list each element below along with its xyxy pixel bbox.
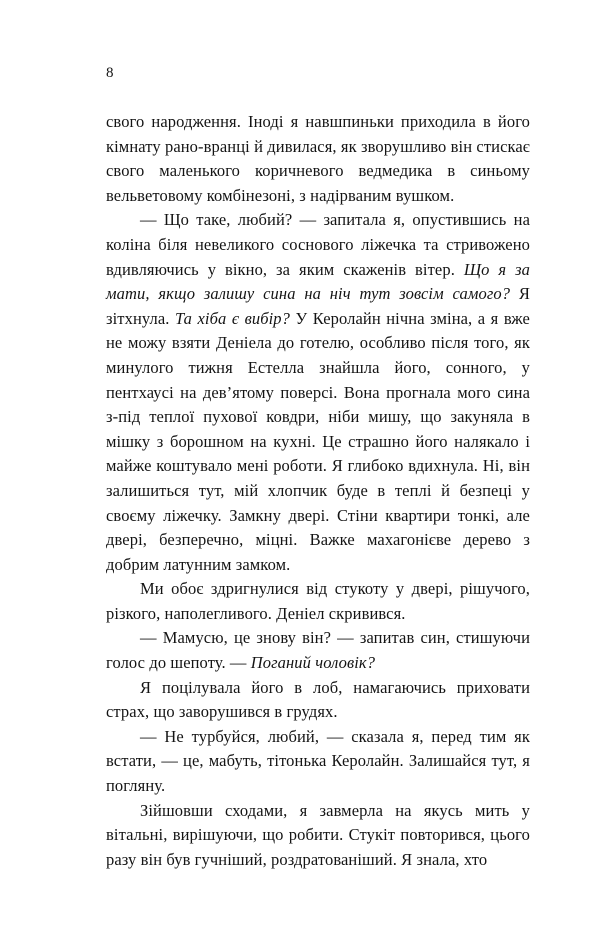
italic-text-segment: Та хіба є вибір? xyxy=(174,308,291,328)
text-segment: свого народження. Іноді я навшпиньки приходила в його кімнату рано-вранці й дивилася, як зворушливо він стискає свого маленького коричневого ведмедика в синьому вельветовому комбінезоні, з надірваним вушком. xyxy=(106,112,530,205)
paragraph xyxy=(106,799,530,873)
italic-text-segment: Поганий чоловік? xyxy=(250,653,376,673)
paragraph xyxy=(106,626,530,675)
paragraph xyxy=(106,725,530,799)
italic-text-segment: Що я за мати, якщо залишу сина на ніч тут зовсім самого? xyxy=(106,259,530,304)
text-segment: Ми обоє здригнулися від стукоту у двері, рішучого, різкого, наполегливого. Деніел скривився. xyxy=(106,579,530,623)
paragraph xyxy=(106,208,530,577)
text-segment: У Керолайн нічна зміна, а я вже не можу взяти Деніела до готелю, особливо після того, як минулого тижня Естелла знайшла його, сонного, у пентхаусі на дев’ятому поверсі. Вона прогнала мого сина з-під теплої пухової ковдри, ніби мишу, що закуняла в мішку з борошном на кухні. Це страшно його налякало і майже коштувало мені роботи. Я глибоко вдихнула. Ні, він залишиться тут, мій хлопчик буде в теплі й безпеці у своєму ліжечку. Замкну двері. Стіни квартири тонкі, але двері, безперечно, міцні. Важке махагонієве дерево з добрим латунним замком. xyxy=(106,308,530,574)
page-number: 8 xyxy=(106,65,114,81)
paragraph xyxy=(106,577,530,626)
text-segment: Зійшовши сходами, я завмерла на якусь мить у вітальні, вирішуючи, що робити. Стукіт повторився, цього разу він був гучніший, роздратованіший. Я знала, хто xyxy=(106,800,530,869)
text-segment: — Що таке, любий? — запитала я, опустившись на коліна біля невеликого соснового ліжечка та стривожено вдивляючись у вікно, за яким скаженів вітер. xyxy=(106,210,530,279)
page-text xyxy=(106,110,530,872)
text-segment: Я поцілувала його в лоб, намагаючись приховати страх, що заворушився в грудях. xyxy=(106,677,530,722)
paragraph xyxy=(106,110,530,208)
paragraph xyxy=(106,676,530,725)
text-segment: — Мамусю, це знову він? — запитав син, стишуючи голос до шепоту. — xyxy=(106,628,530,673)
text-segment: — Не турбуйся, любий, — сказала я, перед тим як встати, — це, мабуть, тітонька Керолайн. Залишайся тут, я погляну. xyxy=(106,726,530,796)
text-segment: Я зітхнула. xyxy=(106,284,530,328)
